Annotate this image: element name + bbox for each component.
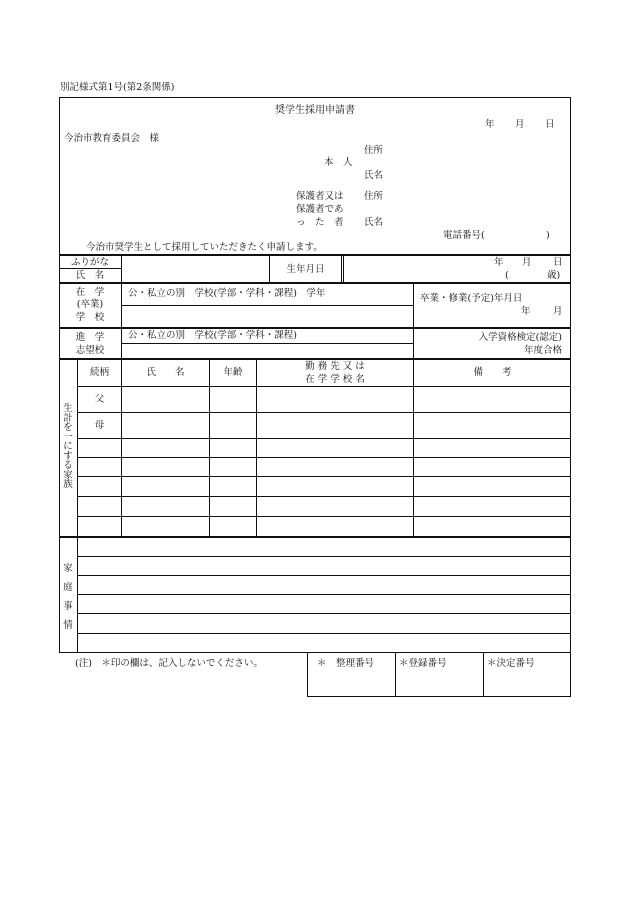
header-relation: 続柄 [89,367,109,378]
date-day-label: 日 [545,119,555,130]
guardian-address-label: 住所 [364,191,384,202]
applicant-name-label: 氏 名 [75,270,105,281]
application-text: 今治市奨学生として採用していただきたく申請します。 [86,242,323,253]
box-filing-number: ＊ 整理番号 [317,658,375,669]
exam-pass-label: 年度合格 [523,345,562,356]
age-unit: 歳) [547,270,561,281]
header-name: 氏 名 [146,367,185,378]
header-workplace-1: 勤 務 先 又 は [305,361,365,372]
self-label: 本 人 [324,157,353,168]
guardian-name-label: 氏名 [364,217,384,228]
self-name-label: 氏名 [364,170,384,181]
box-decision-number: ＊決定番号 [487,658,535,669]
self-address-label: 住所 [364,145,384,156]
graduation-month-label: 月 [553,306,563,317]
header-age: 年齢 [223,367,243,378]
guardian-label-1: 保護者又は [296,191,344,202]
header-remarks: 備 考 [473,367,512,378]
phone-label: 電話番号( [443,230,485,241]
age-open: ( [505,270,509,281]
birth-month-label: 月 [522,257,532,268]
current-school-type-text: 公・私立の別 学校(学部・学科・課程) 学年 [128,288,326,299]
current-school-label-1: 在 学 [75,287,105,298]
circumstances-side-label: 家庭事情 [63,563,73,631]
footer-note: (注) ＊印の欄は、記入しないでください。 [75,658,263,669]
graduation-label: 卒業・修業(予定)年月日 [420,293,523,304]
guardian-label-3: っ た 者 [296,217,344,228]
date-month-label: 月 [515,119,525,130]
family-side-label: 生計を一にする家族 [63,403,73,490]
header-workplace-2: 在 学 学 校 名 [305,374,365,385]
phone-close: ) [546,230,550,241]
date-year-label: 年 [485,119,495,130]
birth-day-label: 日 [553,257,563,268]
relation-mother: 母 [94,420,105,431]
form-number: 別記様式第1号(第2条関係) [60,82,175,93]
addressee: 今治市教育委員会 様 [64,133,160,144]
box-registration-number: ＊登録番号 [399,658,447,669]
birthdate-label: 生年月日 [286,264,325,275]
desired-school-label-1: 進 学 [75,332,105,343]
guardian-label-2: 保護者であ [296,204,344,215]
exam-label: 入学資格検定(認定) [478,332,562,343]
birth-year-label: 年 [494,257,504,268]
desired-school-type-text: 公・私立の別 学校(学部・学科・課程) [128,330,297,341]
form-title: 奨学生採用申請書 [275,105,355,116]
current-school-label-3: 学 校 [75,312,105,323]
desired-school-label-2: 志望校 [75,345,105,356]
relation-father: 父 [94,394,105,405]
graduation-year-label: 年 [521,306,531,317]
furigana-label: ふりがな [70,257,109,268]
current-school-label-2: (卒業) [76,299,104,310]
